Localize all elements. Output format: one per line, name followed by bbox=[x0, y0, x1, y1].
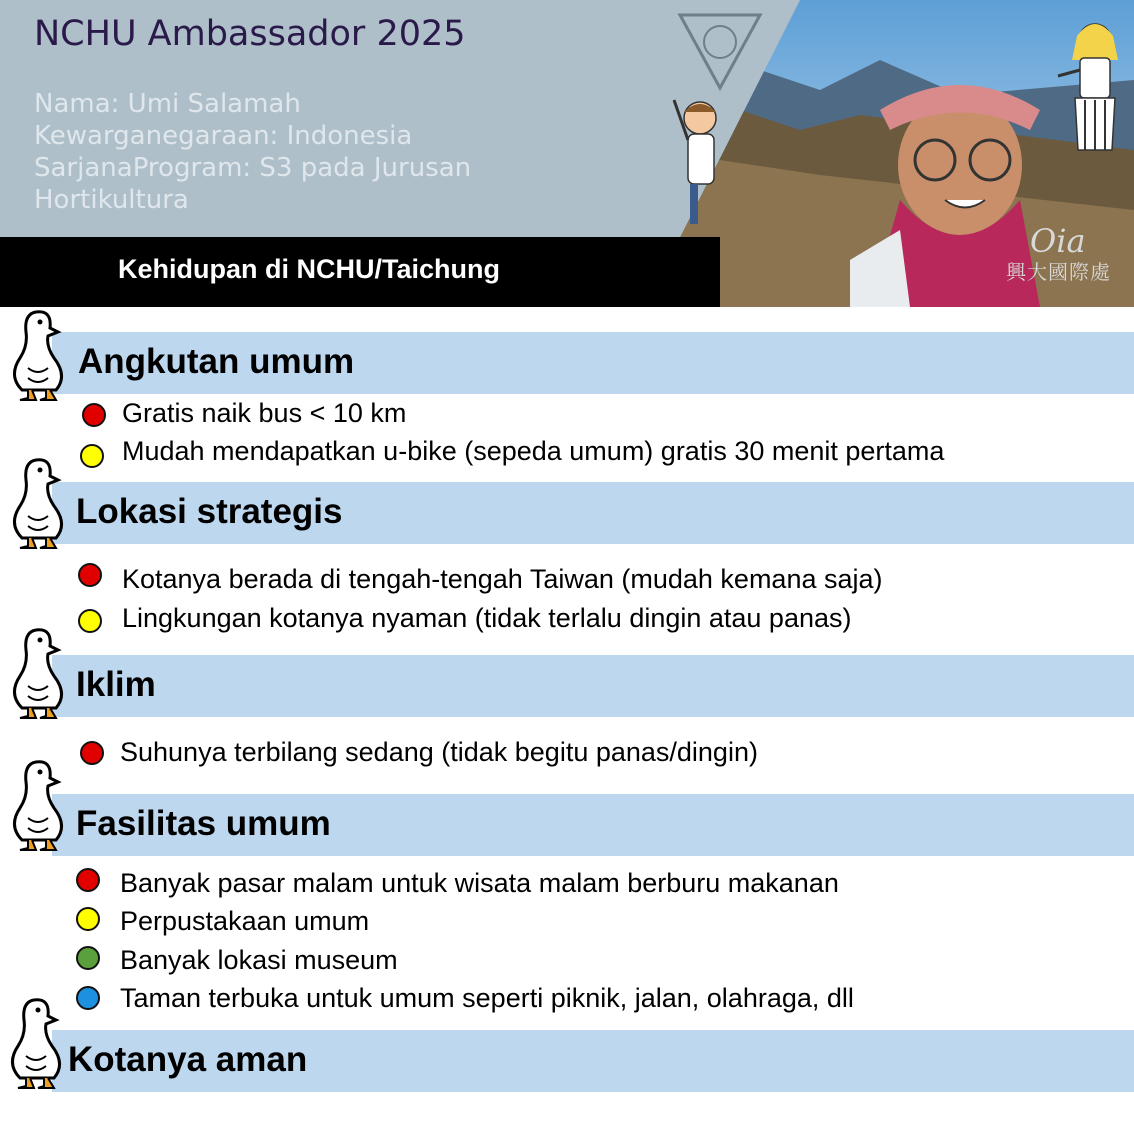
list-item: Gratis naik bus < 10 km bbox=[122, 398, 407, 428]
yellow-dot-icon bbox=[80, 444, 104, 468]
list-item: Banyak lokasi museum bbox=[120, 945, 398, 975]
page-title: NCHU Ambassador 2025 bbox=[34, 14, 466, 54]
section-title-aman: Kotanya aman bbox=[68, 1040, 308, 1079]
red-dot-icon bbox=[78, 563, 102, 587]
profile-info bbox=[34, 88, 594, 216]
duck-icon bbox=[6, 756, 72, 854]
list-item: Kotanya berada di tengah-tengah Taiwan (mudah kemana saja) bbox=[122, 564, 883, 594]
duck-icon bbox=[4, 994, 70, 1092]
university-emblem-icon bbox=[680, 15, 760, 88]
duck-icon bbox=[6, 306, 72, 404]
profile-name: Nama: Umi Salamah bbox=[34, 89, 301, 119]
header bbox=[0, 0, 1134, 307]
blue-dot-icon bbox=[76, 986, 100, 1010]
section-bar-iklim bbox=[52, 655, 1134, 717]
list-item: Mudah mendapatkan u-bike (sepeda umum) gratis 30 menit pertama bbox=[122, 436, 945, 466]
banner-title: Kehidupan di NCHU/Taichung bbox=[118, 254, 500, 284]
list-item: Perpustakaan umum bbox=[120, 906, 370, 936]
red-dot-icon bbox=[80, 741, 104, 765]
list-item: Taman terbuka untuk umum seperti piknik, jalan, olahraga, dll bbox=[120, 983, 854, 1013]
duck-icon bbox=[6, 454, 72, 552]
red-dot-icon bbox=[82, 403, 106, 427]
list-item: Lingkungan kotanya nyaman (tidak terlalu dingin atau panas) bbox=[122, 603, 852, 633]
section-title-angkutan: Angkutan umum bbox=[78, 342, 355, 381]
profile-department: Hortikultura bbox=[34, 185, 189, 215]
oia-logo-text: Oia bbox=[1030, 222, 1086, 260]
oia-logo-subtitle: 興大國際處 bbox=[1006, 260, 1111, 284]
yellow-dot-icon bbox=[78, 609, 102, 633]
section-title-lokasi: Lokasi strategis bbox=[76, 492, 343, 531]
profile-nationality: Kewarganegaraan: Indonesia bbox=[34, 121, 413, 151]
green-dot-icon bbox=[76, 946, 100, 970]
section-title-iklim: Iklim bbox=[76, 665, 156, 704]
red-dot-icon bbox=[76, 868, 100, 892]
section-title-fasilitas: Fasilitas umum bbox=[76, 804, 331, 843]
list-item: Suhunya terbilang sedang (tidak begitu panas/dingin) bbox=[120, 737, 758, 767]
profile-program: SarjanaProgram: S3 pada Jurusan bbox=[34, 153, 472, 183]
list-item: Banyak pasar malam untuk wisata malam berburu makanan bbox=[120, 868, 839, 898]
duck-icon bbox=[6, 624, 72, 722]
yellow-dot-icon bbox=[76, 907, 100, 931]
